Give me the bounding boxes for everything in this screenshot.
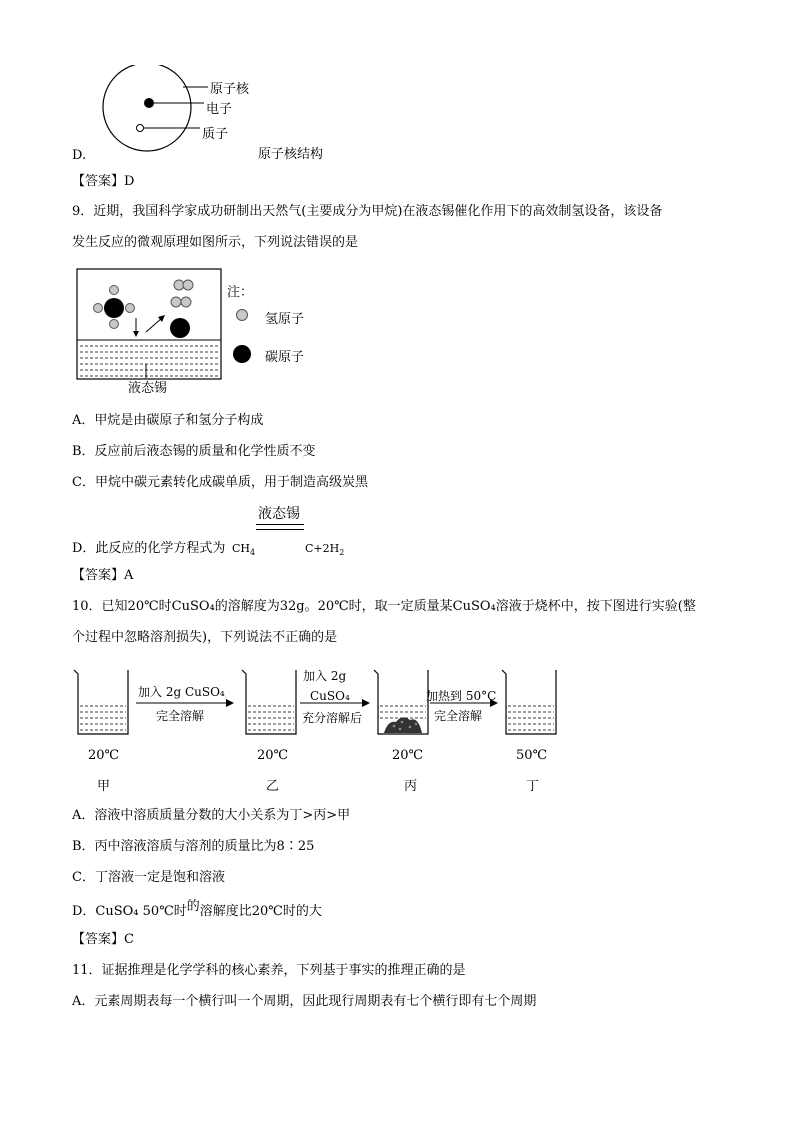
- legend-hydrogen-icon: [237, 310, 248, 321]
- q9-answer: 【答案】A: [72, 568, 134, 583]
- equation-condition: 液态锡: [258, 506, 300, 522]
- electron-dot: [144, 98, 154, 108]
- atom-circle: [103, 65, 191, 151]
- q9-option-c: C．甲烷中碳元素转化成碳单质，用于制造高级炭黑: [72, 475, 368, 490]
- q8-answer: 【答案】D: [72, 174, 135, 189]
- carbon-atom-product: [170, 318, 190, 338]
- label-proton: 质子: [202, 127, 229, 142]
- q8-caption: 原子核结构: [258, 147, 324, 162]
- equation-left: $CH_4$: [232, 542, 256, 558]
- legend-title: 注：: [227, 285, 254, 300]
- name-yi: 乙: [266, 779, 280, 794]
- q10-stem-line1: 10．已知20℃时CuSO₄的溶解度为32g。20℃时，取一定质量某CuSO₄溶液于烧杯中，按下图进行实验(整: [72, 599, 696, 614]
- beaker-ding: [502, 670, 556, 734]
- arrow1-bottom: 完全溶解: [156, 709, 205, 723]
- name-ding: 丁: [526, 779, 540, 794]
- temp-yi: 20℃: [257, 748, 289, 763]
- q9-option-d-prefix: D．此反应的化学方程式为: [72, 541, 226, 556]
- legend-hydrogen-label: 氢原子: [265, 312, 305, 327]
- q8-option-d-prefix: D.: [72, 148, 87, 163]
- liquid-tin-reaction-figure: [76, 268, 226, 382]
- arrow3-top: 加热到 50°C: [426, 689, 497, 703]
- beaker-bing: [374, 670, 428, 734]
- label-electron: 电子: [206, 102, 233, 117]
- temp-jia: 20℃: [88, 748, 120, 763]
- arrow2-top1: 加入 2g: [303, 669, 347, 683]
- arrow2-top2: CuSO₄: [310, 689, 350, 703]
- q9-option-a: A．甲烷是由碳原子和氢分子构成: [72, 413, 264, 428]
- temp-ding: 50℃: [516, 748, 548, 763]
- q10-option-a: A．溶液中溶质质量分数的大小关系为丁>丙>甲: [72, 808, 351, 823]
- methane-molecule: [94, 286, 135, 329]
- hydrogen-molecules: [171, 280, 193, 307]
- arrow3-bottom: 完全溶解: [434, 709, 483, 723]
- q10-option-b: B．丙中溶液溶质与溶剂的质量比为8∶25: [72, 839, 315, 854]
- equation-right: $C+2H_2$: [305, 542, 345, 558]
- legend-carbon-label: 碳原子: [265, 350, 305, 365]
- q10-option-d: D．CuSO₄ 50℃时的溶解度比20℃时的大: [72, 899, 322, 919]
- name-jia: 甲: [97, 779, 111, 794]
- arrow1-top: 加入 2g CuSO₄: [138, 685, 225, 699]
- arrow2-bottom: 充分溶解后: [302, 711, 363, 725]
- legend-carbon-icon: [233, 345, 251, 363]
- q11-stem: 11．证据推理是化学学科的核心素养，下列基于事实的推理正确的是: [72, 963, 466, 978]
- q10-answer: 【答案】C: [72, 932, 134, 947]
- arrow-1: [136, 699, 234, 707]
- legend-symbols: [233, 306, 253, 364]
- q10-stem-line2: 个过程中忽略溶剂损失)，下列说法不正确的是: [72, 630, 338, 645]
- name-bing: 丙: [404, 779, 418, 794]
- q11-option-a: A．元素周期表每一个横行叫一个周期，因此现行周期表有七个横行即有七个周期: [72, 994, 537, 1009]
- proton-dot: [137, 125, 144, 132]
- label-nucleus: 原子核: [210, 82, 250, 97]
- temp-bing: 20℃: [392, 748, 424, 763]
- q9-option-b: B．反应前后液态锡的质量和化学性质不变: [72, 444, 316, 459]
- equation-equals-sign: [256, 524, 304, 530]
- beaker-yi: [242, 670, 296, 734]
- q9-stem-line1: 9．近期，我国科学家成功研制出天然气(主要成分为甲烷)在液态锡催化作用下的高效制氢设备，该设备: [72, 204, 663, 219]
- q10-option-c: C．丁溶液一定是饱和溶液: [72, 870, 225, 885]
- beaker-jia: [74, 670, 128, 734]
- tank-label: 液态锡: [128, 381, 168, 396]
- q9-stem-line2: 发生反应的微观原理如图所示，下列说法错误的是: [72, 235, 359, 250]
